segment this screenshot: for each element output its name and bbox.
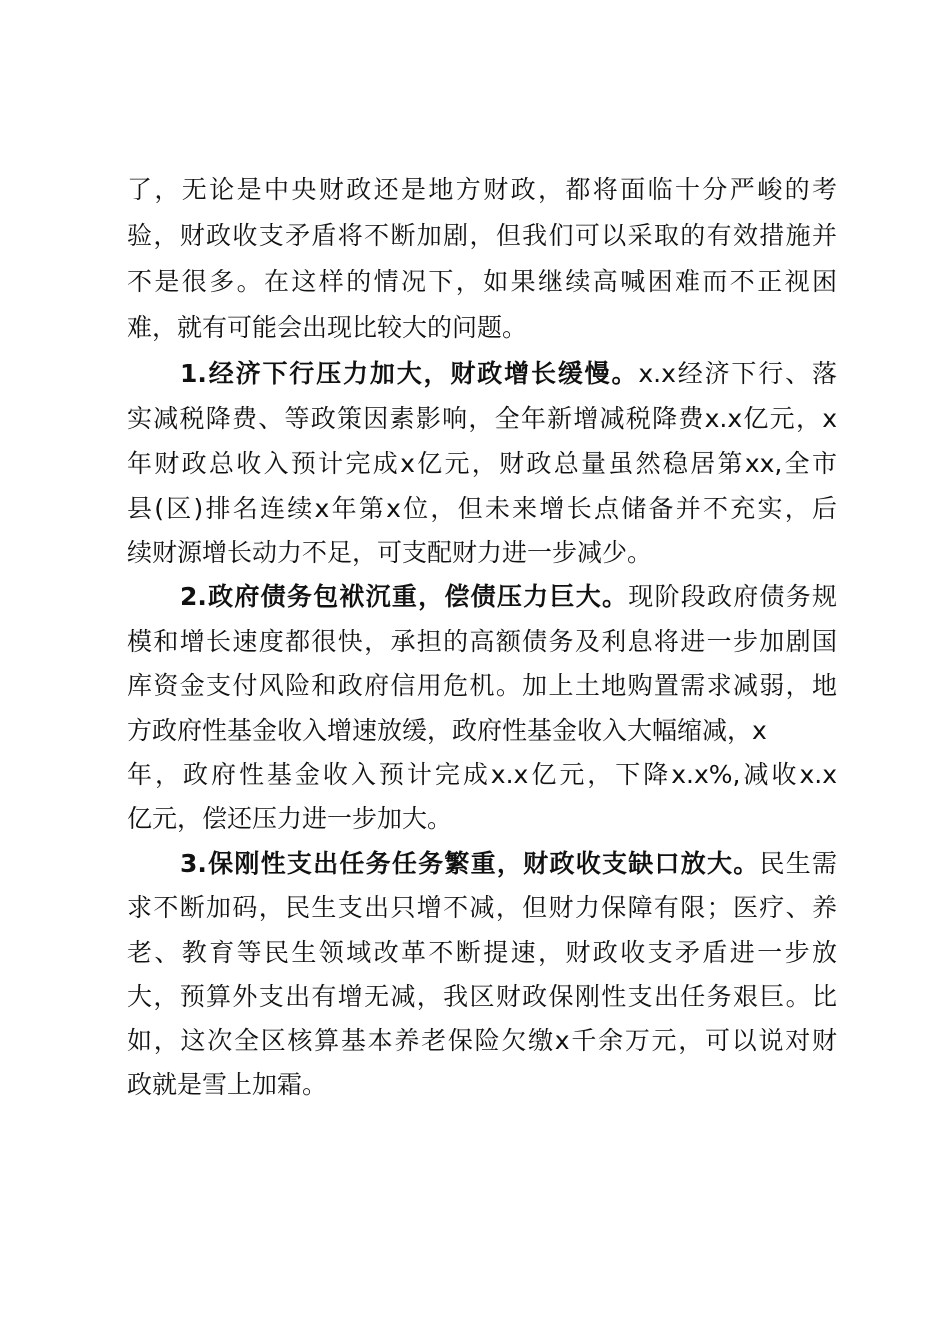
section-heading-line <box>180 352 837 396</box>
text-line: 年财政总收入预计完成x亿元，财政总量虽然稳居第xx,全市 <box>127 449 837 478</box>
text-line: 求不断加码，民生支出只增不减，但财力保障有限；医疗、养 <box>127 893 837 922</box>
text-line: 不是很多。在这样的情况下，如果继续高喊困难而不正视困 <box>127 267 837 296</box>
text-line: 县(区)排名连续x年第x位，但未来增长点储备并不充实，后 <box>127 494 837 523</box>
text-line: 方政府性基金收入增速放缓，政府性基金收入大幅缩减，x <box>127 716 767 745</box>
section-heading: 2.政府债务包袱沉重，偿债压力巨大。 <box>180 582 629 611</box>
text-line: 年，政府性基金收入预计完成x.x亿元，下降x.x%,减收x.x <box>127 760 837 789</box>
text-line: 老、教育等民生领域改革不断提速，财政收支矛盾进一步放 <box>127 938 837 967</box>
text-line: 模和增长速度都很快，承担的高额债务及利息将进一步加剧国 <box>127 627 837 656</box>
section-text: 民生需 <box>759 849 837 878</box>
text-line: 如，这次全区核算基本养老保险欠缴x千余万元，可以说对财 <box>127 1026 837 1055</box>
text-line: 难，就有可能会出现比较大的问题。 <box>127 313 528 342</box>
section-heading: 1.经济下行压力加大，财政增长缓慢。 <box>180 359 639 388</box>
section-heading-line <box>180 842 837 886</box>
section-text: x.x经济下行、落 <box>638 359 837 388</box>
text-line: 实减税降费、等政策因素影响，全年新增减税降费x.x亿元，x <box>127 404 837 433</box>
text-line: 库资金支付风险和政府信用危机。加上土地购置需求减弱，地 <box>127 671 837 700</box>
text-line: 亿元，偿还压力进一步加大。 <box>127 804 453 833</box>
text-line: 大，预算外支出有增无减，我区财政保刚性支出任务艰巨。比 <box>127 982 837 1011</box>
section-text: 现阶段政府债务规 <box>628 582 837 611</box>
section-heading-line <box>180 575 837 619</box>
text-line: 续财源增长动力不足，可支配财力进一步减少。 <box>127 538 653 567</box>
text-line: 验，财政收支矛盾将不断加剧，但我们可以采取的有效措施并 <box>127 221 837 250</box>
text-line: 政就是雪上加霜。 <box>127 1070 328 1099</box>
section-heading: 3.保刚性支出任务任务繁重，财政收支缺口放大。 <box>180 849 760 878</box>
text-line: 了，无论是中央财政还是地方财政，都将面临十分严峻的考 <box>127 175 837 204</box>
